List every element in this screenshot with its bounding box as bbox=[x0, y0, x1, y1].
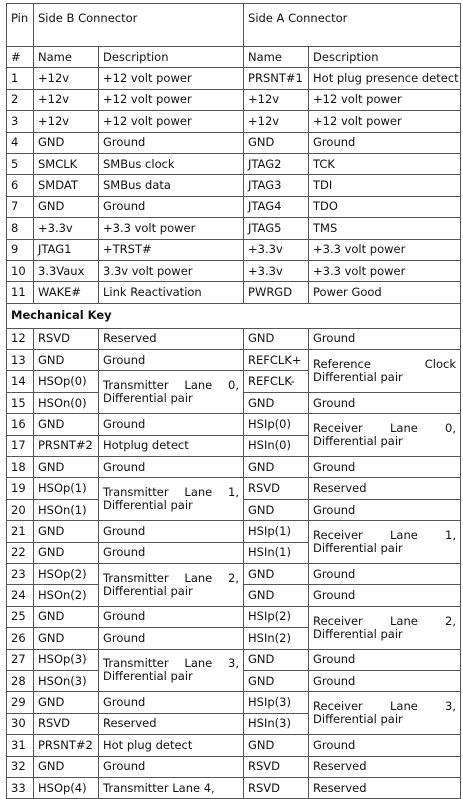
table-row bbox=[7, 414, 461, 435]
side-b-description: Ground bbox=[99, 756, 244, 777]
side-a-description: Receiver Lane 1, Differential pair bbox=[309, 521, 461, 564]
side-b-description: SMBus clock bbox=[99, 153, 244, 174]
side-a-description: Receiver Lane 0, Differential pair bbox=[309, 414, 461, 457]
side-a-description: Ground bbox=[309, 585, 461, 606]
side-b-description: Link Reactivation bbox=[99, 282, 244, 303]
pin-number: 25 bbox=[7, 606, 34, 627]
side-b-description: Ground bbox=[99, 132, 244, 153]
side-a-description: Ground bbox=[309, 670, 461, 691]
pin-number: 11 bbox=[7, 282, 34, 303]
side-a-name: GND bbox=[244, 457, 309, 478]
side-a-description: Ground bbox=[309, 499, 461, 520]
table-row bbox=[7, 260, 461, 281]
side-b-name: 3.3Vaux bbox=[34, 260, 99, 281]
side-b-description: Ground bbox=[99, 628, 244, 649]
side-b-name: GND bbox=[34, 756, 99, 777]
side-a-name: REFCLK- bbox=[244, 371, 309, 392]
side-b-name: GND bbox=[34, 132, 99, 153]
side-b-description: +12 volt power bbox=[99, 68, 244, 89]
table-row bbox=[7, 153, 461, 174]
pin-number: 16 bbox=[7, 414, 34, 435]
side-a-name: GND bbox=[244, 585, 309, 606]
pinout-table bbox=[6, 3, 461, 799]
pin-number: 29 bbox=[7, 692, 34, 713]
table-row bbox=[7, 175, 461, 196]
table-row bbox=[7, 457, 461, 478]
side-b-name: GND bbox=[34, 628, 99, 649]
pin-number: 20 bbox=[7, 499, 34, 520]
side-a-description: +12 volt power bbox=[309, 89, 461, 110]
side-b-description: Transmitter Lane 3, Differential pair bbox=[99, 649, 244, 692]
pin-number: 23 bbox=[7, 563, 34, 584]
side-b-description: Ground bbox=[99, 457, 244, 478]
side-a-description: Reserved bbox=[309, 478, 461, 499]
side-a-name: PWRGD bbox=[244, 282, 309, 303]
side-b-name: HSOn(3) bbox=[34, 670, 99, 691]
side-a-name: JTAG4 bbox=[244, 196, 309, 217]
table-row bbox=[7, 692, 461, 713]
pin-number-header: # bbox=[7, 47, 34, 68]
side-b-description: +3.3 volt power bbox=[99, 218, 244, 239]
table-row bbox=[7, 649, 461, 670]
side-b-name: GND bbox=[34, 542, 99, 563]
side-b-name: RSVD bbox=[34, 328, 99, 349]
side-b-description: Reserved bbox=[99, 328, 244, 349]
side-b-name: HSOp(1) bbox=[34, 478, 99, 499]
side-a-name: PRSNT#1 bbox=[244, 68, 309, 89]
side-a-description: +3.3 volt power bbox=[309, 260, 461, 281]
table-row bbox=[7, 218, 461, 239]
side-a-description: TDI bbox=[309, 175, 461, 196]
side-a-name: RSVD bbox=[244, 478, 309, 499]
side-b-description-header: Description bbox=[99, 47, 244, 68]
side-b-description: Ground bbox=[99, 606, 244, 627]
side-a-name: GND bbox=[244, 649, 309, 670]
side-a-name: RSVD bbox=[244, 756, 309, 777]
side-a-description: TDO bbox=[309, 196, 461, 217]
side-a-name: JTAG3 bbox=[244, 175, 309, 196]
table-row bbox=[7, 777, 461, 798]
pin-number: 33 bbox=[7, 777, 34, 798]
side-a-name: JTAG5 bbox=[244, 218, 309, 239]
side-b-description: Reserved bbox=[99, 713, 244, 734]
side-a-description: Hot plug presence detect bbox=[309, 68, 461, 89]
side-a-name: HSIp(0) bbox=[244, 414, 309, 435]
pin-number: 9 bbox=[7, 239, 34, 260]
pin-number: 18 bbox=[7, 457, 34, 478]
side-a-name: HSIp(1) bbox=[244, 521, 309, 542]
side-b-description: Ground bbox=[99, 414, 244, 435]
side-a-name: REFCLK+ bbox=[244, 350, 309, 371]
side-a-name: HSIn(3) bbox=[244, 713, 309, 734]
table-row bbox=[7, 196, 461, 217]
table-row bbox=[7, 756, 461, 777]
side-a-description: TMS bbox=[309, 218, 461, 239]
side-a-description: Receiver Lane 3, Differential pair bbox=[309, 692, 461, 735]
table-row bbox=[7, 606, 461, 627]
side-a-description: Power Good bbox=[309, 282, 461, 303]
side-a-description: Reserved bbox=[309, 756, 461, 777]
table-row bbox=[7, 111, 461, 132]
pin-number: 15 bbox=[7, 392, 34, 413]
side-a-name: GND bbox=[244, 563, 309, 584]
pin-number: 12 bbox=[7, 328, 34, 349]
side-b-description: Ground bbox=[99, 692, 244, 713]
pin-number: 4 bbox=[7, 132, 34, 153]
side-b-name: GND bbox=[34, 606, 99, 627]
side-a-description: Receiver Lane 2, Differential pair bbox=[309, 606, 461, 649]
pin-number: 10 bbox=[7, 260, 34, 281]
side-a-description: Ground bbox=[309, 735, 461, 756]
side-a-name: JTAG2 bbox=[244, 153, 309, 174]
pin-number: 1 bbox=[7, 68, 34, 89]
side-a-name: RSVD bbox=[244, 777, 309, 798]
side-b-description: Ground bbox=[99, 350, 244, 371]
table-row bbox=[7, 132, 461, 153]
side-b-description: SMBus data bbox=[99, 175, 244, 196]
pin-number: 17 bbox=[7, 435, 34, 456]
side-b-description: Ground bbox=[99, 196, 244, 217]
table-row bbox=[7, 282, 461, 303]
side-a-name: +3.3v bbox=[244, 239, 309, 260]
side-a-name: HSIn(0) bbox=[244, 435, 309, 456]
side-a-description: Ground bbox=[309, 563, 461, 584]
pin-number: 31 bbox=[7, 735, 34, 756]
mechanical-key-heading: Mechanical Key bbox=[7, 303, 461, 328]
side-b-description: +12 volt power bbox=[99, 111, 244, 132]
side-b-header: Side B Connector bbox=[34, 4, 244, 47]
table-row bbox=[7, 735, 461, 756]
side-b-name: PRSNT#2 bbox=[34, 735, 99, 756]
side-a-name: +12v bbox=[244, 89, 309, 110]
section-row bbox=[7, 303, 461, 328]
side-a-name: HSIp(3) bbox=[244, 692, 309, 713]
pin-header: Pin bbox=[7, 4, 34, 47]
pin-number: 30 bbox=[7, 713, 34, 734]
side-b-description: Transmitter Lane 1, Differential pair bbox=[99, 478, 244, 521]
side-a-description: TCK bbox=[309, 153, 461, 174]
side-a-name: GND bbox=[244, 392, 309, 413]
side-b-name-header: Name bbox=[34, 47, 99, 68]
side-a-name: GND bbox=[244, 499, 309, 520]
side-b-name: SMDAT bbox=[34, 175, 99, 196]
side-a-name: HSIn(1) bbox=[244, 542, 309, 563]
side-b-name: PRSNT#2 bbox=[34, 435, 99, 456]
side-b-description: +TRST# bbox=[99, 239, 244, 260]
side-b-name: GND bbox=[34, 414, 99, 435]
side-b-name: HSOp(0) bbox=[34, 371, 99, 392]
pin-number: 8 bbox=[7, 218, 34, 239]
side-b-name: +12v bbox=[34, 68, 99, 89]
side-b-name: HSOp(2) bbox=[34, 563, 99, 584]
side-a-name: GND bbox=[244, 735, 309, 756]
table-row bbox=[7, 89, 461, 110]
subheader-row bbox=[7, 47, 461, 68]
pin-number: 26 bbox=[7, 628, 34, 649]
pin-number: 13 bbox=[7, 350, 34, 371]
side-b-description: Transmitter Lane 4, bbox=[99, 777, 244, 798]
side-a-description: Ground bbox=[309, 392, 461, 413]
side-b-name: GND bbox=[34, 521, 99, 542]
table-row bbox=[7, 521, 461, 542]
side-a-description: Ground bbox=[309, 328, 461, 349]
side-a-name-header: Name bbox=[244, 47, 309, 68]
pin-number: 19 bbox=[7, 478, 34, 499]
side-b-description: Hotplug detect bbox=[99, 435, 244, 456]
side-a-name: +12v bbox=[244, 111, 309, 132]
side-b-name: GND bbox=[34, 457, 99, 478]
side-b-name: HSOp(4) bbox=[34, 777, 99, 798]
table-row bbox=[7, 239, 461, 260]
side-b-description: Ground bbox=[99, 542, 244, 563]
pin-number: 27 bbox=[7, 649, 34, 670]
pin-number: 3 bbox=[7, 111, 34, 132]
side-a-description: Reserved bbox=[309, 777, 461, 798]
side-b-name: SMCLK bbox=[34, 153, 99, 174]
side-b-name: HSOn(2) bbox=[34, 585, 99, 606]
pin-number: 28 bbox=[7, 670, 34, 691]
side-a-description: +3.3 volt power bbox=[309, 239, 461, 260]
side-b-name: JTAG1 bbox=[34, 239, 99, 260]
pin-number: 7 bbox=[7, 196, 34, 217]
side-b-name: GND bbox=[34, 196, 99, 217]
side-a-description: Ground bbox=[309, 457, 461, 478]
table-row bbox=[7, 350, 461, 371]
side-b-description: +12 volt power bbox=[99, 89, 244, 110]
side-a-description-header: Description bbox=[309, 47, 461, 68]
pin-number: 32 bbox=[7, 756, 34, 777]
side-b-description: Hot plug detect bbox=[99, 735, 244, 756]
header-row bbox=[7, 4, 461, 47]
side-a-description: Ground bbox=[309, 132, 461, 153]
pin-number: 5 bbox=[7, 153, 34, 174]
pin-number: 24 bbox=[7, 585, 34, 606]
side-a-description: Ground bbox=[309, 649, 461, 670]
side-a-name: GND bbox=[244, 132, 309, 153]
side-b-description: 3.3v volt power bbox=[99, 260, 244, 281]
side-a-name: GND bbox=[244, 670, 309, 691]
side-b-name: +12v bbox=[34, 111, 99, 132]
pin-number: 21 bbox=[7, 521, 34, 542]
side-a-name: HSIn(2) bbox=[244, 628, 309, 649]
side-b-name: RSVD bbox=[34, 713, 99, 734]
side-a-description: Reference Clock Differential pair bbox=[309, 350, 461, 393]
side-a-header: Side A Connector bbox=[244, 4, 461, 47]
side-b-description: Transmitter Lane 2, Differential pair bbox=[99, 563, 244, 606]
side-b-name: HSOn(0) bbox=[34, 392, 99, 413]
side-b-name: +12v bbox=[34, 89, 99, 110]
pin-number: 22 bbox=[7, 542, 34, 563]
side-a-name: GND bbox=[244, 328, 309, 349]
pin-number: 2 bbox=[7, 89, 34, 110]
table-row bbox=[7, 478, 461, 499]
side-b-name: +3.3v bbox=[34, 218, 99, 239]
side-b-description: Ground bbox=[99, 521, 244, 542]
side-a-name: +3.3v bbox=[244, 260, 309, 281]
table-row bbox=[7, 68, 461, 89]
pin-number: 14 bbox=[7, 371, 34, 392]
side-a-name: HSIp(2) bbox=[244, 606, 309, 627]
pin-number: 6 bbox=[7, 175, 34, 196]
table-row bbox=[7, 563, 461, 584]
table-row bbox=[7, 328, 461, 349]
side-b-name: WAKE# bbox=[34, 282, 99, 303]
side-b-name: GND bbox=[34, 350, 99, 371]
side-b-name: GND bbox=[34, 692, 99, 713]
side-a-description: +12 volt power bbox=[309, 111, 461, 132]
side-b-name: HSOp(3) bbox=[34, 649, 99, 670]
side-b-description: Transmitter Lane 0, Differential pair bbox=[99, 371, 244, 414]
side-b-name: HSOn(1) bbox=[34, 499, 99, 520]
